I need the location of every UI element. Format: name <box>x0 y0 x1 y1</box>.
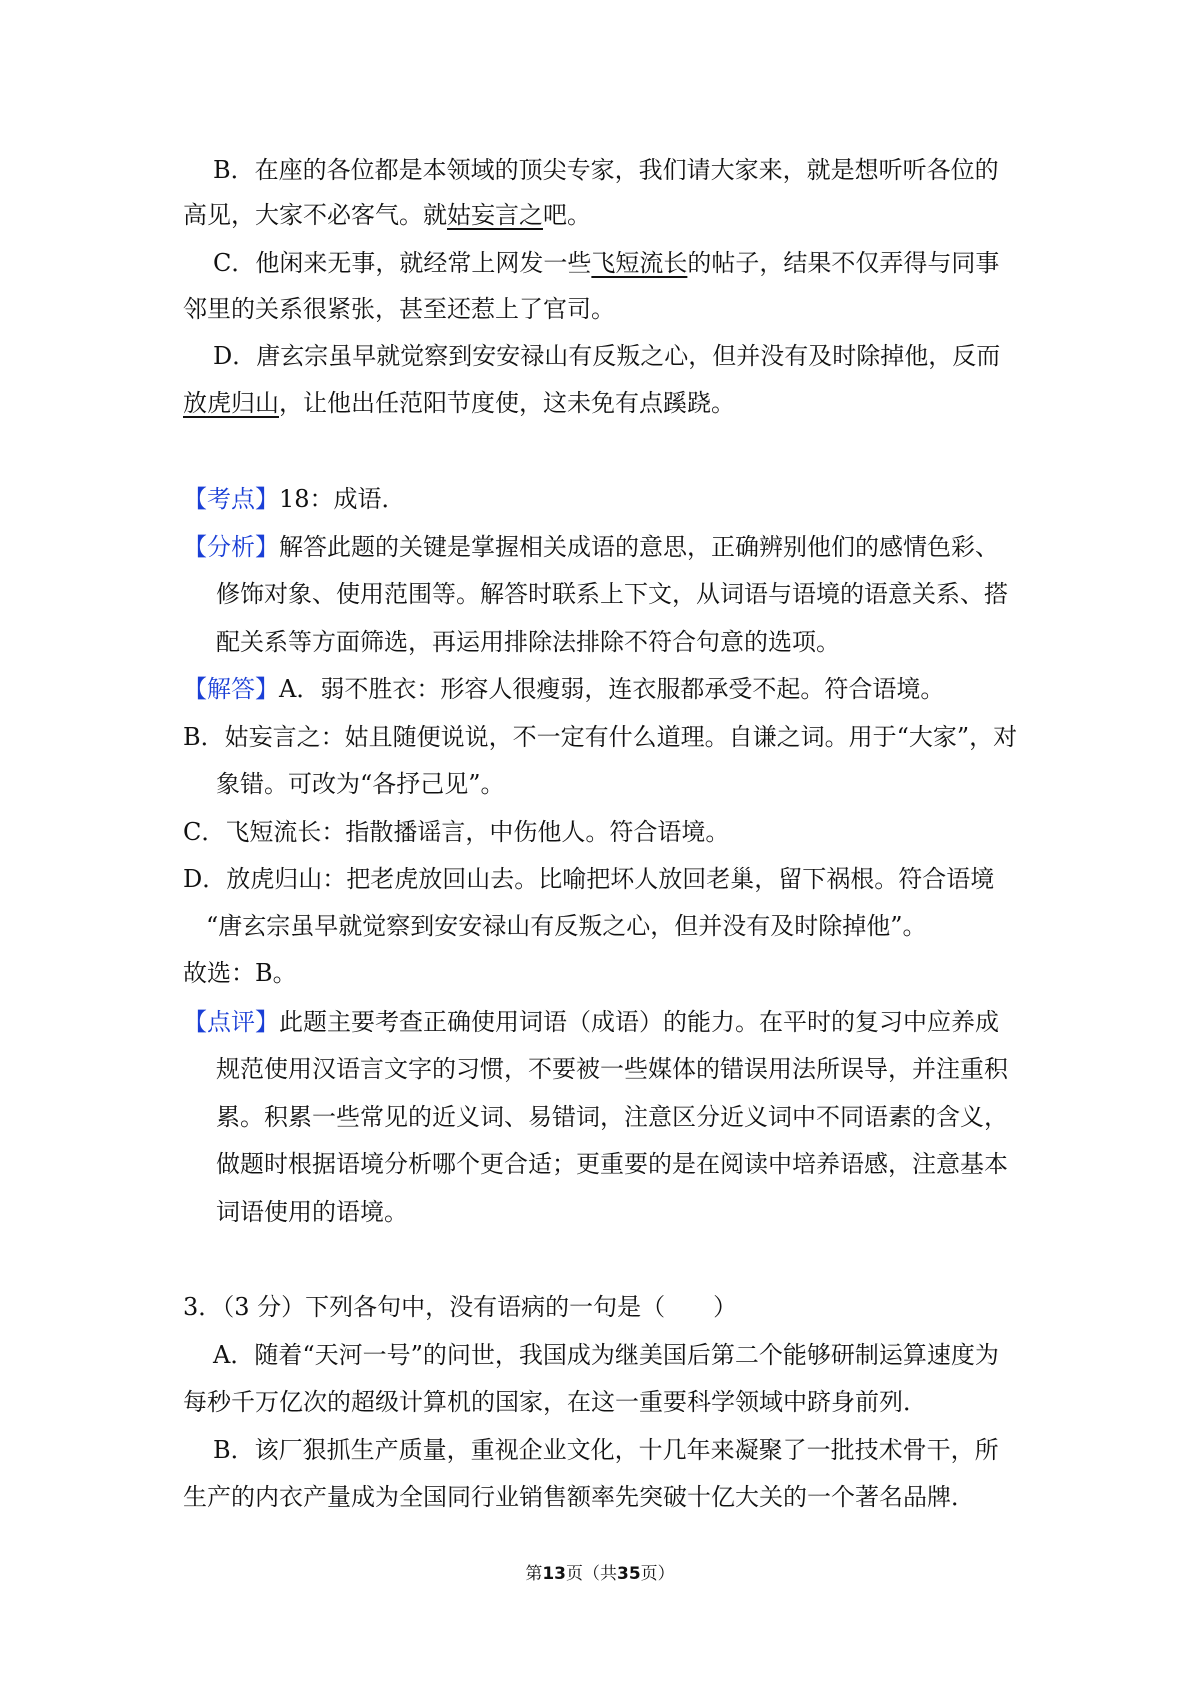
jieda-line-c: C．飞短流长：指散播谣言，中伤他人。符合语境。 <box>183 818 730 846</box>
kaodian-text: 18：成语． <box>279 485 406 513</box>
footer-prefix: 第 <box>525 1564 543 1584</box>
fenxi-line1 <box>183 535 999 559</box>
idiom-gu-wang-yan-zhi: 姑妄言之 <box>447 201 543 229</box>
question3-stem: 3．（3 分）下列各句中，没有语病的一句是（ ） <box>183 1293 738 1321</box>
jieda-line-d2: “唐玄宗虽早就觉察到安安禄山有反叛之心，但并没有及时除掉他”。 <box>206 912 927 940</box>
jieda-line-d1: D．放虎归山：把老虎放回山去。比喻把坏人放回老巢，留下祸根。符合语境 <box>183 865 995 893</box>
option-b-text-end: 吧。 <box>543 201 591 229</box>
total-pages: 35 <box>617 1564 641 1584</box>
option-d-text-end: ，让他出任范阳节度使，这未免有点蹊跷。 <box>279 389 735 417</box>
jieda-line-a <box>183 677 944 701</box>
option-d-line1: D．唐玄宗虽早就觉察到安安禄山有反叛之心，但并没有及时除掉他，反而 <box>213 342 1001 370</box>
jieda-tag: 【解答】 <box>183 675 279 703</box>
fenxi-text: 解答此题的关键是掌握相关成语的意思，正确辨别他们的感情色彩、 <box>279 533 999 561</box>
question3-b-line1: B．该厂狠抓生产质量，重视企业文化，十几年来凝聚了一批技术骨干，所 <box>213 1436 999 1464</box>
question3-a-line2: 每秒千万亿次的超级计算机的国家，在这一重要科学领域中跻身前列． <box>183 1388 927 1416</box>
option-c-text-end: 的帖子，结果不仅弄得与同事 <box>687 249 1000 277</box>
dianping-line5: 词语使用的语境。 <box>216 1198 408 1226</box>
idiom-fei-duan-liu-chang: 飞短流长 <box>591 249 688 277</box>
option-c-line1 <box>213 251 999 275</box>
jieda-line-b2: 象错。可改为“各抒己见”。 <box>216 770 505 798</box>
option-c-line2: 邻里的关系很紧张，甚至还惹上了官司。 <box>183 295 615 323</box>
fenxi-tag: 【分析】 <box>183 533 279 561</box>
dianping-text: 此题主要考查正确使用词语（成语）的能力。在平时的复习中应养成 <box>279 1008 999 1036</box>
option-d-line2 <box>183 391 735 415</box>
jieda-line-b1: B．姑妄言之：姑且随便说说，不一定有什么道理。自谦之词。用于“大家”，对 <box>183 723 1018 751</box>
idiom-fang-hu-gui-shan: 放虎归山 <box>183 389 279 417</box>
dianping-line3: 累。积累一些常见的近义词、易错词，注意区分近义词中不同语素的含义， <box>216 1103 1008 1131</box>
option-b-line2 <box>183 203 591 227</box>
dianping-line1 <box>183 1010 999 1034</box>
jieda-a-text: A．弱不胜衣：形容人很瘦弱，连衣服都承受不起。符合语境。 <box>279 675 945 703</box>
dianping-line2: 规范使用汉语言文字的习惯，不要被一些媒体的错误用法所误导，并注重积 <box>216 1055 1008 1083</box>
kaodian-line <box>183 487 406 511</box>
option-b-text: 高见，大家不必客气。就 <box>183 201 447 229</box>
option-b-line1: B．在座的各位都是本领域的顶尖专家，我们请大家来，就是想听听各位的 <box>213 156 999 184</box>
page-number: 13 <box>542 1564 566 1584</box>
footer-suffix: 页） <box>640 1564 675 1584</box>
footer-middle: 页（共 <box>566 1564 617 1584</box>
question3-a-line1: A．随着“天河一号”的问世，我国成为继美国后第二个能够研制运算速度为 <box>213 1341 999 1369</box>
jieda-answer: 故选：B。 <box>183 959 297 987</box>
option-c-text: C．他闲来无事，就经常上网发一些 <box>213 249 592 277</box>
question3-b-line2: 生产的内衣产量成为全国同行业销售额率先突破十亿大关的一个著名品牌． <box>183 1483 975 1511</box>
page-footer <box>0 1566 1200 1583</box>
kaodian-tag: 【考点】 <box>183 485 279 513</box>
fenxi-line3: 配关系等方面筛选，再运用排除法排除不符合句意的选项。 <box>216 628 840 656</box>
dianping-line4: 做题时根据语境分析哪个更合适；更重要的是在阅读中培养语感，注意基本 <box>216 1150 1008 1178</box>
dianping-tag: 【点评】 <box>183 1008 279 1036</box>
fenxi-line2: 修饰对象、使用范围等。解答时联系上下文，从词语与语境的语意关系、搭 <box>216 580 1008 608</box>
